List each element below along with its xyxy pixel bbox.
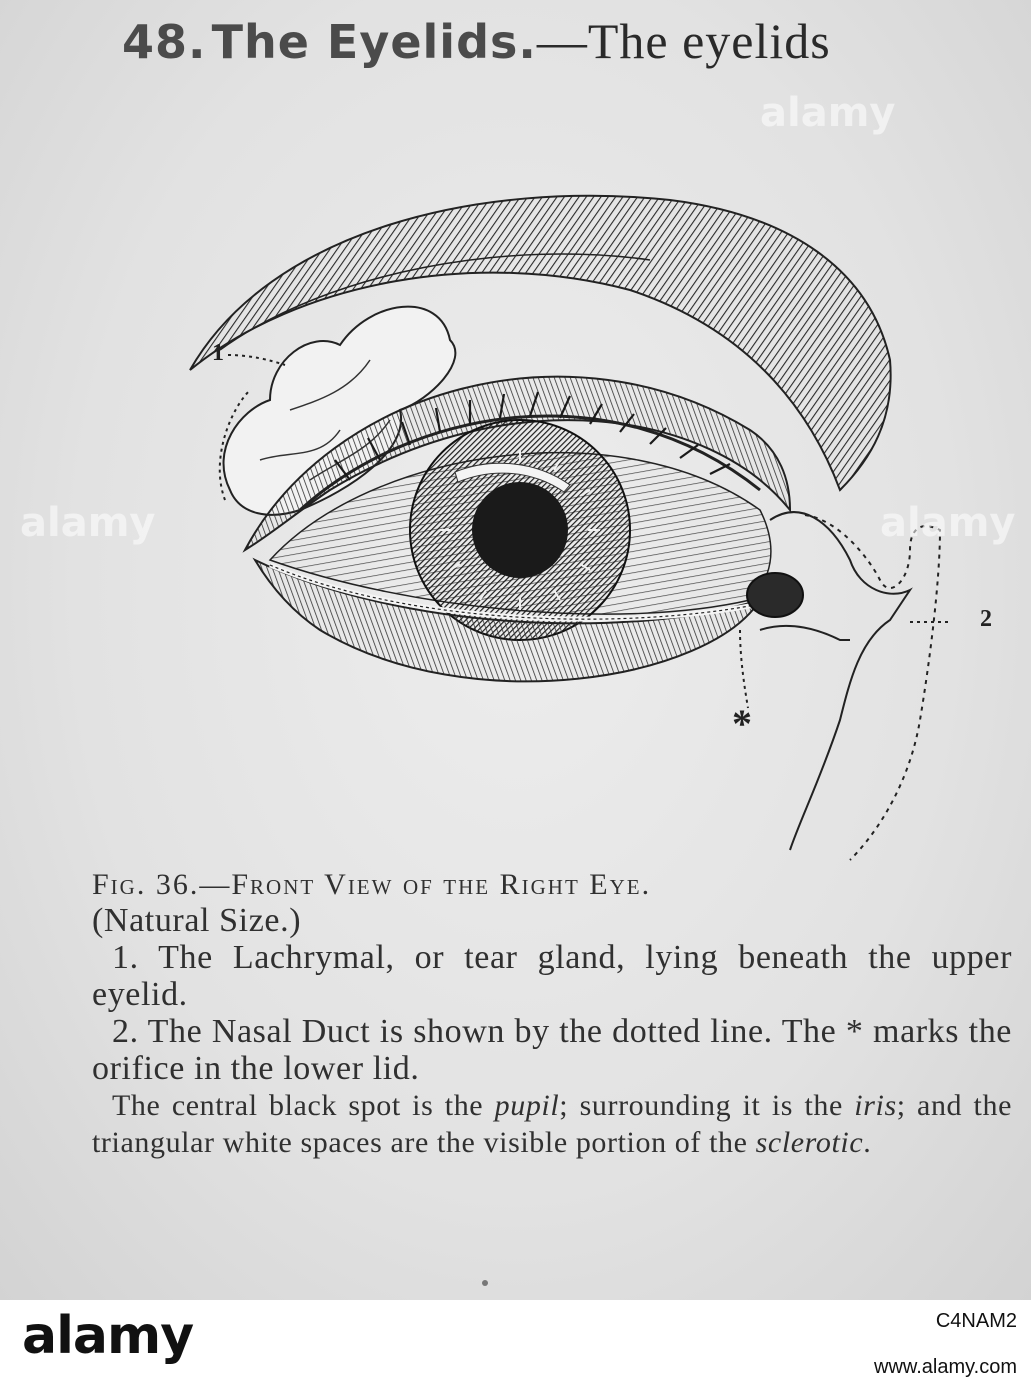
figure-title: —Front View of the Right Eye. [199,868,652,901]
note-text-2: ; surrounding it is the [559,1089,855,1122]
caption-item-2: 2. The Nasal Duct is shown by the dotted line. The * marks the orifice in the lower lid. [92,1013,1012,1087]
section-number: 48. [122,15,207,69]
section-heading [122,12,831,70]
alamy-logo: alamy [22,1306,194,1366]
nasal-duct [770,512,910,850]
page-speck [482,1280,488,1286]
caption-note [92,1087,1012,1161]
figure-caption [92,868,1012,1161]
term-sclerotic: sclerotic [755,1126,864,1159]
stock-image-id: C4NAM2 [935,1310,1017,1332]
note-text-1: The central black spot is the [112,1089,495,1122]
stock-footer [0,1300,1031,1390]
term-iris: iris [854,1089,897,1122]
watermark: alamy [20,500,156,546]
stock-site-url: www.alamy.com [874,1356,1017,1378]
note-text-end: . [863,1126,872,1159]
figure-asterisk: * [732,701,752,746]
figure-number: Fig. 36. [92,868,200,901]
watermark: alamy [760,90,896,136]
term-pupil: pupil [494,1089,560,1122]
section-title: The Eyelids. [211,15,537,69]
watermark: alamy [880,500,1016,546]
section-lead-text: —The eyelids [536,13,831,69]
note-text-3: ; and the triangular white spaces are the visible portion of the [92,1089,1012,1159]
figure-title-line [92,868,1012,902]
figure-label-2: 2 [980,606,992,632]
figure-label-1: 1 [212,340,224,366]
pupil [472,482,568,578]
caption-item-1: 1. The Lachrymal, or tear gland, lying beneath the upper eyelid. [92,939,1012,1013]
natural-size-note: (Natural Size.) [92,902,302,939]
caruncle [747,573,803,617]
